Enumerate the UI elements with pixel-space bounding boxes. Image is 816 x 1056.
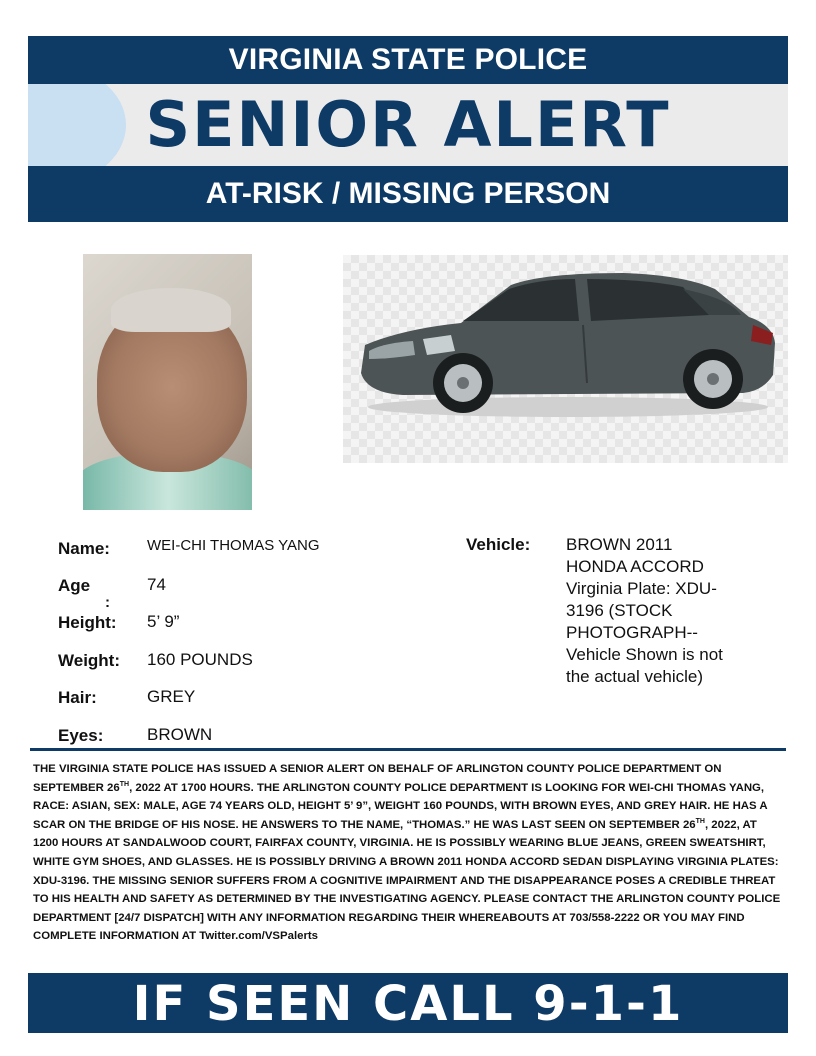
vehicle-value: BROWN 2011 HONDA ACCORD Virginia Plate: XDU-3196 (STOCK PHOTOGRAPH-- Vehicle Shown is not the actual vehicle): [566, 535, 723, 686]
alert-narrative: [33, 760, 785, 946]
agency-name: VIRGINIA STATE POLICE: [228, 43, 588, 76]
age-label: Age: [58, 576, 91, 595]
vehicle-label: Vehicle:: [466, 535, 531, 554]
weight-label: Weight:: [58, 651, 121, 670]
weight-value: 160 POUNDS: [147, 650, 253, 669]
narrative-superscript-1: TH: [119, 780, 130, 788]
car-illustration: [343, 255, 788, 463]
eyes-value: BROWN: [147, 725, 213, 744]
narrative-part-3: , 2022, AT 1200 HOURS AT SANDALWOOD COURT, FAIRFAX COUNTY, VIRGINIA. HE IS POSSIBLY WEARING BLUE JEANS, GREEN SWEATSHIRT, WHITE GYM SHOES, AND GLASSES. HE IS POSSIBLY DRIVING A BROWN 2011 HONDA ACCORD SEDAN DISPLAYING VIRGINIA PLATES: XDU-3196. THE MISSING SENIOR SUFFERS FROM A COGNITIVE IMPAIRMENT AND THE DISAPPEARANCE POSES A CREDIBLE THREAT TO HIS HEALTH AND SAFETY AS DETERMINED BY THE INVESTIGATING AGENCY. PLEASE CONTACT THE ARLINGTON COUNTY POLICE DEPARTMENT [24/7 DISPATCH] WITH ANY INFORMATION REGARDING THEIR WHEREABOUTS AT 703/558-2222 OR YOU MAY FIND COMPLETE INFORMATION AT: [33, 818, 781, 943]
twitter-link[interactable]: Twitter.com/VSPalerts: [199, 930, 319, 943]
eyes-label: Eyes:: [58, 726, 104, 745]
missing-person-photo: [83, 254, 252, 510]
section-divider: [30, 748, 786, 751]
narrative-part-2: , 2022 AT 1700 HOURS. THE ARLINGTON COUNTY POLICE DEPARTMENT IS LOOKING FOR WEI-CHI THOMAS YANG, RACE: ASIAN, SEX: MALE, AGE 74 YEARS OLD, HEIGHT 5’ 9”, WEIGHT 160 POUNDS, WITH BROWN EYES, AND GREY HAIR. HE HAS A SCAR ON THE BRIDGE OF HIS NOSE. HE ANSWERS TO THE NAME, “THOMAS.” HE WAS LAST SEEN ON SEPTEMBER 26: [33, 781, 768, 831]
narrative-superscript-2: TH: [695, 817, 705, 825]
age-value: 74: [147, 575, 166, 594]
call-to-action: IF SEEN CALL 9-1-1: [132, 976, 684, 1032]
vehicle-stock-photo: [343, 255, 788, 463]
alert-title: SENIOR ALERT: [145, 88, 671, 161]
age-colon: :: [105, 594, 110, 611]
height-label: Height:: [58, 613, 117, 632]
hair-label: Hair:: [58, 688, 97, 707]
narrative-part-1: THE VIRGINIA STATE POLICE HAS ISSUED A SENIOR ALERT ON BEHALF OF ARLINGTON COUNTY POLICE DEPARTMENT ON SEPTEMBER 26: [33, 763, 722, 794]
height-value: 5’ 9”: [147, 612, 180, 631]
alert-subtitle: AT-RISK / MISSING PERSON: [205, 177, 611, 210]
name-label: Name:: [58, 539, 110, 558]
name-value: WEI-CHI THOMAS YANG: [147, 537, 320, 554]
hair-value: GREY: [147, 687, 196, 706]
